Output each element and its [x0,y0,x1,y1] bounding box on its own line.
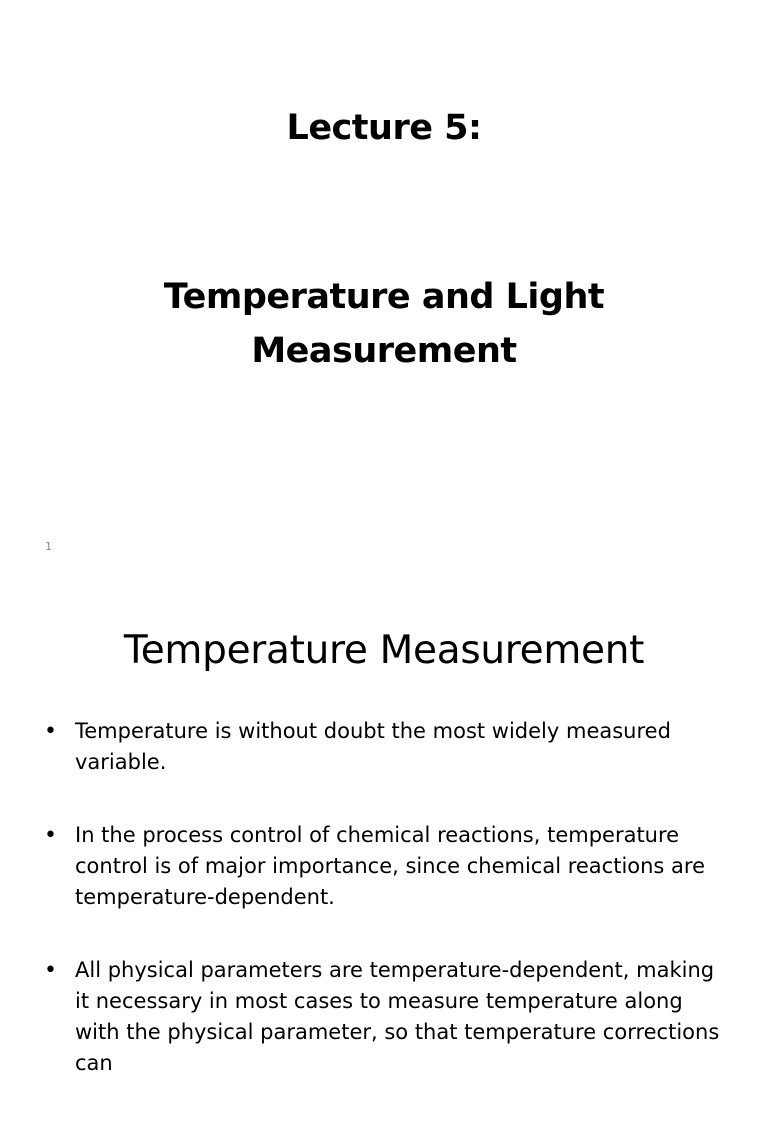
slide-number: 1 [45,540,52,553]
bullet-item [0,716,768,778]
bullet-icon: • [44,958,57,983]
bullet-text: Temperature is without doubt the most widely measured variable. [75,719,671,774]
bullet-icon: • [44,719,57,744]
bullet-item [0,955,768,1079]
lecture-heading: Lecture 5: [286,108,482,148]
bullet-list [0,716,768,1121]
bullet-item [0,820,768,913]
bullet-icon: • [44,823,57,848]
bullet-text: In the process control of chemical reactions, temperature control is of major importance, since chemical reactions are temperature-dependent. [75,823,706,909]
bullet-text: All physical parameters are temperature-dependent, making it necessary in most cases to measure temperature along with the physical parameter, so that temperature corrections can [75,958,720,1075]
lecture-title [0,270,768,378]
lecture-title-line-2: Measurement [251,331,517,371]
section-heading: Temperature Measurement [123,628,645,673]
lecture-title-line-1: Temperature and Light [163,277,605,317]
